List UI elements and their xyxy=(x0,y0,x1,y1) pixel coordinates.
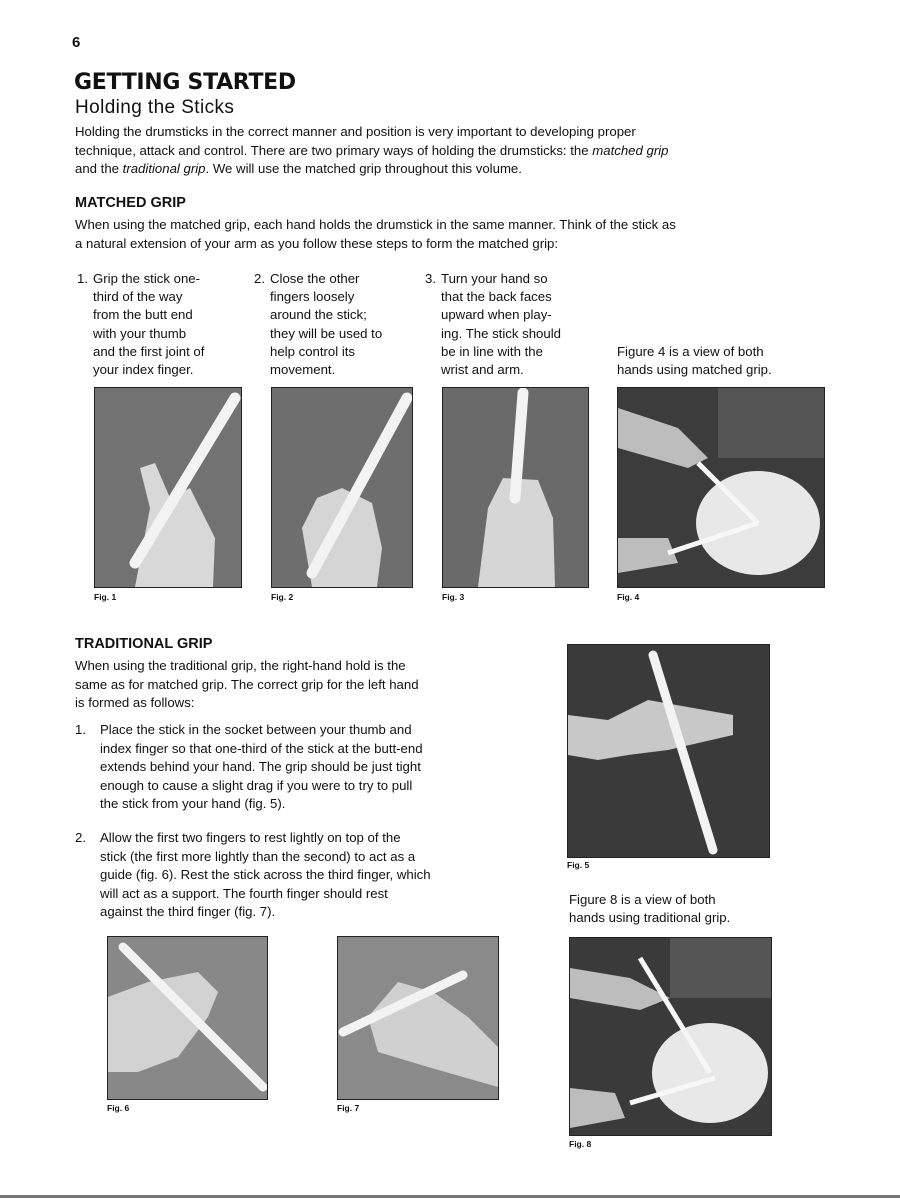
intro-paragraph xyxy=(75,123,835,179)
step-line: the stick from your hand (fig. 5). xyxy=(100,796,286,811)
drum-both-hands-image xyxy=(618,388,824,587)
step-number: 1. xyxy=(75,722,86,737)
fig-5-photo xyxy=(567,644,770,858)
step-number: 1. xyxy=(77,271,88,286)
step-text xyxy=(441,270,561,379)
hand-grip-image xyxy=(95,388,241,587)
step-line: around the stick; xyxy=(270,307,367,323)
bottom-rule xyxy=(0,1195,900,1198)
step-line: movement. xyxy=(270,362,336,378)
step-line: with your thumb xyxy=(93,325,187,341)
note-line: Figure 4 is a view of both xyxy=(617,344,764,359)
step-text xyxy=(100,829,520,922)
step-number: 2. xyxy=(75,830,86,845)
traditional-intro-line: same as for matched grip. The correct grip for the left hand xyxy=(75,676,419,692)
intro-line-2 xyxy=(75,142,835,161)
step-line: upward when play- xyxy=(441,307,552,323)
traditional-grip-heading: TRADITIONAL GRIP xyxy=(75,636,213,652)
step-line: will act as a support. The fourth finger should rest xyxy=(100,885,388,901)
traditional-intro-line: is formed as follows: xyxy=(75,695,195,710)
note-line: hands using matched grip. xyxy=(617,362,772,378)
fig-1-photo xyxy=(94,387,242,588)
traditional-step-1 xyxy=(75,721,525,816)
matched-step-3 xyxy=(425,270,600,380)
matched-step-2 xyxy=(254,270,424,380)
matched-step-1 xyxy=(77,270,247,380)
matched-line-1: When using the matched grip, each hand holds the drumstick in the same manner. Think of the stick as xyxy=(75,217,676,232)
fig-5-label: Fig. 5 xyxy=(567,860,590,870)
step-text xyxy=(270,270,382,379)
step-line: Close the other xyxy=(270,271,360,286)
step-line: from the butt end xyxy=(93,307,193,323)
fig-6-label: Fig. 6 xyxy=(107,1103,130,1113)
page-number: 6 xyxy=(72,34,81,51)
matched-grip-heading: MATCHED GRIP xyxy=(75,195,186,211)
step-line: fingers loosely xyxy=(270,289,355,305)
intro-matched-grip-em: matched grip xyxy=(592,142,669,158)
fig-7-photo xyxy=(337,936,499,1100)
traditional-intro-line: When using the traditional grip, the right-hand hold is the xyxy=(75,658,406,673)
traditional-step-2 xyxy=(75,829,525,924)
fig-4-photo xyxy=(617,387,825,588)
intro-traditional-grip-em: traditional grip xyxy=(122,161,206,176)
step-line: be in line with the xyxy=(441,343,543,359)
step-text xyxy=(93,270,204,379)
step-line: Grip the stick one- xyxy=(93,271,201,286)
step-text xyxy=(100,721,520,814)
step-line: wrist and arm. xyxy=(441,362,524,378)
step-line: that the back faces xyxy=(441,289,552,305)
hand-grip-image xyxy=(443,388,588,587)
step-line: guide (fig. 6). Rest the stick across the third finger, which xyxy=(100,867,431,882)
matched-line-2: a natural extension of your arm as you follow these steps to form the matched grip: xyxy=(75,235,559,251)
fig-2-photo xyxy=(271,387,413,588)
note-line: hands using traditional grip. xyxy=(569,910,731,926)
step-line: enough to cause a slight drag if you were to try to pull xyxy=(100,777,413,793)
fig-8-label: Fig. 8 xyxy=(569,1139,592,1149)
traditional-grip-image xyxy=(338,937,498,1099)
step-number: 3. xyxy=(425,271,436,286)
fig-4-label: Fig. 4 xyxy=(617,592,640,602)
matched-grip-paragraph xyxy=(75,216,835,253)
page-title: GETTING STARTED xyxy=(74,70,296,95)
section-subtitle: Holding the Sticks xyxy=(75,97,235,118)
traditional-grip-image xyxy=(108,937,267,1099)
step-line: Place the stick in the socket between your thumb and xyxy=(100,722,412,737)
fig-2-label: Fig. 2 xyxy=(271,592,294,602)
traditional-grip-image xyxy=(568,645,769,857)
step-line: they will be used to xyxy=(270,325,383,341)
fig-6-photo xyxy=(107,936,268,1100)
step-number: 2. xyxy=(254,271,265,286)
step-line: against the third finger (fig. 7). xyxy=(100,904,276,919)
intro-line-1: Holding the drumsticks in the correct manner and position is very important to developing proper xyxy=(75,124,636,139)
intro-line-2-text: technique, attack and control. There are two primary ways of holding the drumsticks: the xyxy=(75,142,593,158)
traditional-intro xyxy=(75,657,535,713)
step-line: extends behind your hand. The grip should be just tight xyxy=(100,759,421,774)
intro-line-3 xyxy=(75,160,835,179)
step-line: third of the way xyxy=(93,289,183,305)
step-line: your index finger. xyxy=(93,362,194,378)
hand-grip-image xyxy=(272,388,412,587)
step-line: stick (the first more lightly than the second) to act as a xyxy=(100,848,416,864)
step-line: Allow the first two fingers to rest lightly on top of the xyxy=(100,830,401,845)
intro-line-3-text-a: and the xyxy=(75,161,123,176)
fig-7-label: Fig. 7 xyxy=(337,1103,360,1113)
fig4-note xyxy=(617,343,827,379)
step-line: and the first joint of xyxy=(93,343,205,359)
step-line: help control its xyxy=(270,343,356,359)
step-line: index finger so that one-third of the stick at the butt-end xyxy=(100,740,423,756)
fig8-note xyxy=(569,891,779,927)
intro-line-3-text-b: . We will use the matched grip throughout this volume. xyxy=(205,161,522,176)
step-line: ing. The stick should xyxy=(441,325,561,341)
fig-3-photo xyxy=(442,387,589,588)
note-line: Figure 8 is a view of both xyxy=(569,892,716,907)
fig-8-photo xyxy=(569,937,772,1136)
step-line: Turn your hand so xyxy=(441,271,548,286)
drum-both-hands-image xyxy=(570,938,771,1135)
fig-3-label: Fig. 3 xyxy=(442,592,465,602)
fig-1-label: Fig. 1 xyxy=(94,592,117,602)
